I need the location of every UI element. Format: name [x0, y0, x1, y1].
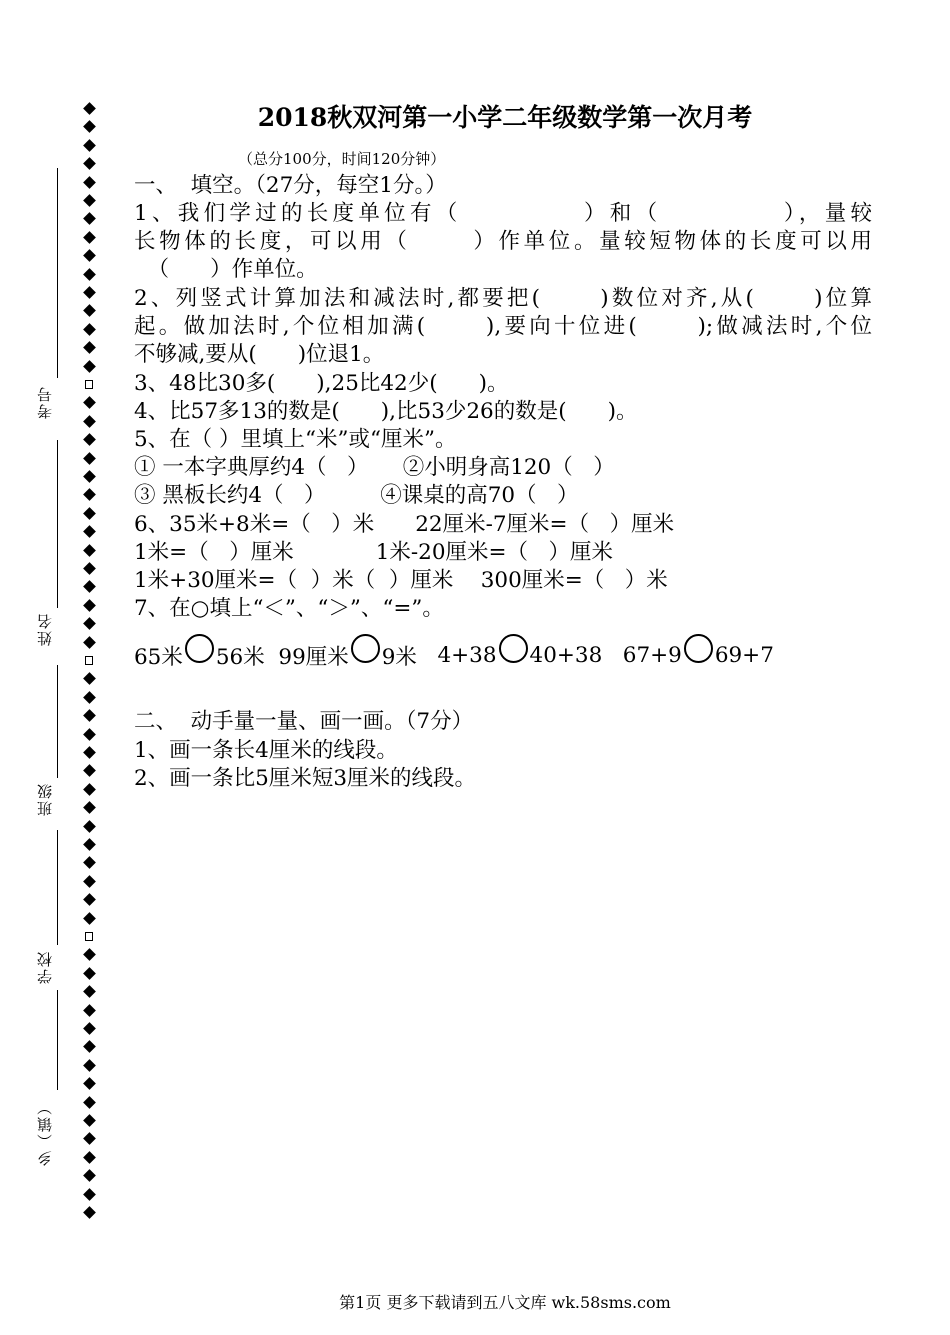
- q5: 5、在（ ）里填上“米”或“厘米”。: [134, 427, 457, 452]
- binding-diamond: [83, 489, 96, 502]
- compare-3-left: 4+38: [437, 643, 497, 668]
- q2-line-3: 不够减,要从( )位退1。: [134, 342, 385, 367]
- binding-diamond: [83, 213, 96, 226]
- binding-diamond: [83, 857, 96, 870]
- compare-4-right: 69+7: [714, 643, 774, 668]
- q1-line-3: （ ）作单位。: [134, 257, 318, 282]
- field-label-class: 班级: [36, 782, 54, 816]
- compare-1-left: 65米: [134, 645, 183, 670]
- binding-diamond: [83, 728, 96, 741]
- binding-diamond: [83, 415, 96, 428]
- binding-diamond: [83, 783, 96, 796]
- q7: 7、在○填上“＜”、“＞”、“=”。: [134, 596, 444, 621]
- field-line-school: [57, 830, 58, 945]
- compare-4-left: 67+9: [622, 643, 682, 668]
- binding-diamond: [83, 1022, 96, 1035]
- page-title: 2018秋双河第一小学二年级数学第一次月考: [257, 103, 753, 132]
- q5-part-a: ① 一本字典厚约4（ ） ②小明身高120（ ）: [134, 455, 615, 480]
- binding-diamond: [83, 1133, 96, 1146]
- binding-square-mark: [85, 380, 93, 389]
- binding-diamond: [83, 1169, 96, 1182]
- binding-diamond: [83, 194, 96, 207]
- binding-diamond: [83, 673, 96, 686]
- binding-diamond: [83, 544, 96, 557]
- field-label-exam-number: 考号: [36, 385, 54, 419]
- binding-diamond-border: [82, 100, 100, 1230]
- binding-diamond: [83, 765, 96, 778]
- binding-diamond: [83, 360, 96, 373]
- compare-circle-icon: [684, 634, 713, 663]
- field-label-town: 乡（镇）: [36, 1098, 54, 1166]
- binding-diamond: [83, 709, 96, 722]
- binding-diamond: [83, 323, 96, 336]
- page-footer: 第1页 更多下载请到五八文库 wk.58sms.com: [339, 1293, 671, 1312]
- q3: 3、48比30多( ),25比42少( )。: [134, 371, 509, 396]
- binding-diamond: [83, 1077, 96, 1090]
- binding-diamond: [83, 176, 96, 189]
- q5-part-b: ③ 黑板长约4（ ） ④课桌的高70（ ）: [134, 483, 579, 508]
- s2-q2: 2、画一条比5厘米短3厘米的线段。: [134, 766, 477, 791]
- binding-diamond: [83, 985, 96, 998]
- binding-diamond: [83, 507, 96, 520]
- compare-row: [134, 640, 774, 671]
- binding-diamond: [83, 231, 96, 244]
- field-line-class: [57, 665, 58, 778]
- binding-diamond: [83, 838, 96, 851]
- binding-diamond: [83, 397, 96, 410]
- binding-diamond: [83, 636, 96, 649]
- s2-q1: 1、画一条长4厘米的线段。: [134, 738, 398, 763]
- field-line-name: [57, 440, 58, 608]
- binding-diamond: [83, 1096, 96, 1109]
- q1-line-2: 长物体的长度，可以用（ ）作单位。量较短物体的长度可以用: [134, 229, 872, 254]
- binding-diamond: [83, 1114, 96, 1127]
- binding-diamond: [83, 562, 96, 575]
- binding-diamond: [83, 691, 96, 704]
- binding-diamond: [83, 912, 96, 925]
- section2-heading: 二、 动手量一量、画一画。（7分）: [134, 709, 474, 734]
- binding-diamond: [83, 1206, 96, 1219]
- field-label-school: 学校: [36, 950, 54, 984]
- binding-diamond: [83, 452, 96, 465]
- binding-diamond: [83, 893, 96, 906]
- binding-diamond: [83, 1151, 96, 1164]
- binding-diamond: [83, 341, 96, 354]
- compare-circle-icon: [499, 634, 528, 663]
- q6-part-c: 1米+30厘米=（ ）米（ ）厘米 300厘米=（ ）米: [134, 568, 668, 593]
- binding-diamond: [83, 139, 96, 152]
- q2-line-1: 2、列竖式计算加法和减法时,都要把( )数位对齐,从( )位算: [134, 286, 872, 311]
- compare-circle-icon: [185, 634, 214, 663]
- q6-part-b: 1米=（ ）厘米 1米-20厘米=（ ）厘米: [134, 540, 614, 565]
- section1-heading: 一、 填空。（27分，每空1分。）: [134, 173, 447, 198]
- binding-diamond: [83, 617, 96, 630]
- field-label-name: 姓名: [36, 612, 54, 646]
- binding-square-mark: [85, 932, 93, 941]
- binding-diamond: [83, 286, 96, 299]
- compare-2-left: 99厘米: [278, 645, 349, 670]
- binding-diamond: [83, 433, 96, 446]
- binding-diamond: [83, 746, 96, 759]
- q4: 4、比57多13的数是( ),比53少26的数是( )。: [134, 399, 638, 424]
- field-line-town: [57, 990, 58, 1090]
- page-subtitle: （总分100分，时间120分钟）: [238, 150, 446, 168]
- binding-diamond: [83, 801, 96, 814]
- binding-diamond: [83, 305, 96, 318]
- binding-diamond: [83, 967, 96, 980]
- compare-3-right: 40+38: [529, 643, 603, 668]
- binding-diamond: [83, 581, 96, 594]
- binding-margin: [0, 0, 125, 1335]
- binding-diamond: [83, 249, 96, 262]
- binding-diamond: [83, 157, 96, 170]
- binding-diamond: [83, 470, 96, 483]
- binding-diamond: [83, 1059, 96, 1072]
- binding-diamond: [83, 875, 96, 888]
- compare-1-right: 56米: [215, 645, 265, 670]
- q2-line-2: 起。做加法时,个位相加满( ),要向十位进( );做减法时,个位: [134, 314, 872, 339]
- binding-diamond: [83, 599, 96, 612]
- q1-line-1: 1、我们学过的长度单位有（ ）和（ ），量较: [134, 201, 872, 226]
- compare-circle-icon: [351, 634, 380, 663]
- compare-2-right: 9米: [381, 645, 417, 670]
- binding-diamond: [83, 268, 96, 281]
- binding-diamond: [83, 525, 96, 538]
- binding-diamond: [83, 1188, 96, 1201]
- binding-diamond: [83, 1041, 96, 1054]
- binding-square-mark: [85, 656, 93, 665]
- q6-part-a: 6、35米+8米=（ ）米 22厘米-7厘米=（ ）厘米: [134, 512, 675, 537]
- binding-diamond: [83, 820, 96, 833]
- binding-diamond: [83, 1004, 96, 1017]
- binding-diamond: [83, 949, 96, 962]
- field-line-exam-number: [57, 168, 58, 378]
